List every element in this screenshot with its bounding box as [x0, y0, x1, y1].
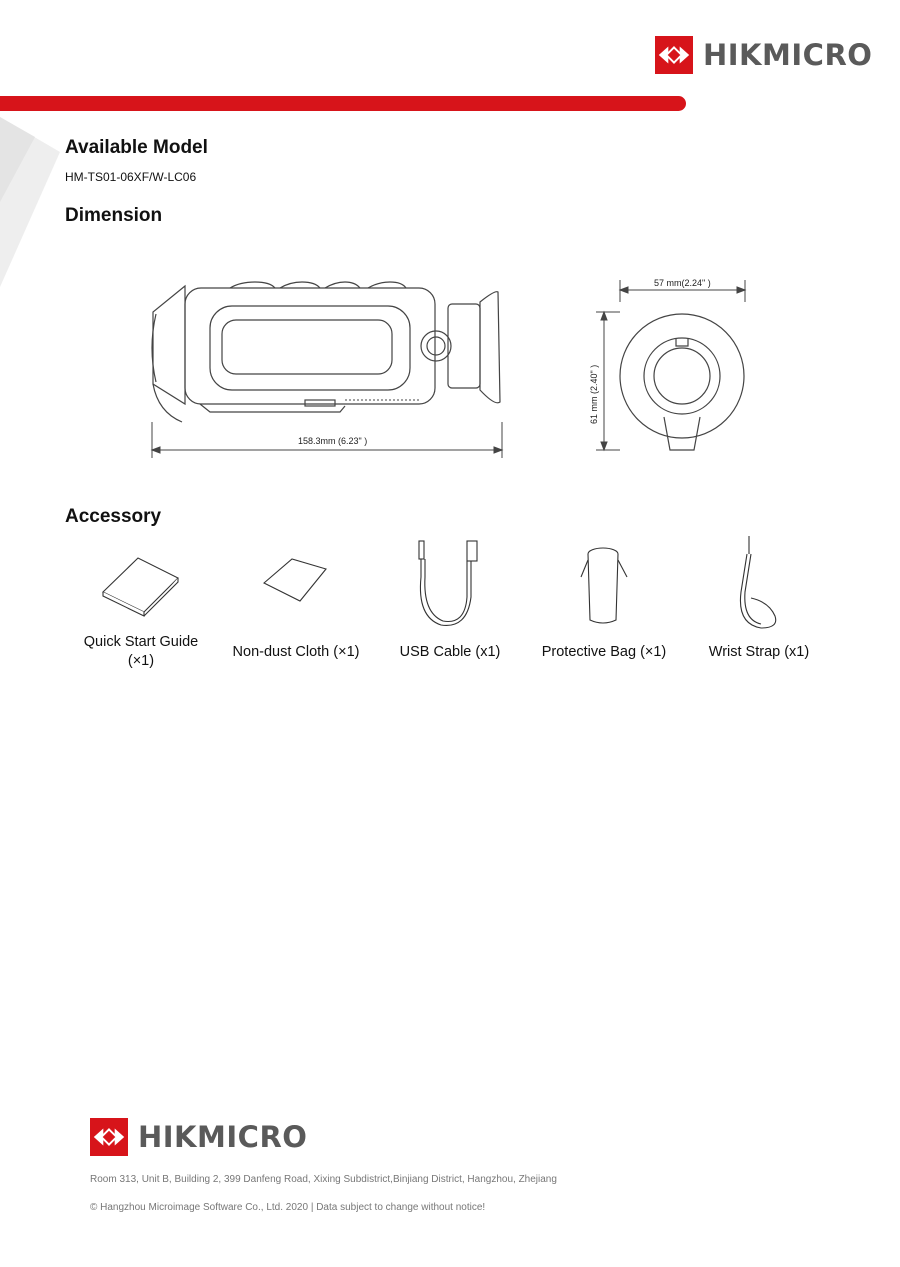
model-number: HM-TS01-06XF/W-LC06: [65, 170, 197, 184]
header-red-bar: [0, 96, 686, 111]
side-view-drawing: [140, 272, 520, 464]
accessory-title: Accessory: [65, 506, 162, 527]
accessory-label-quick-start-guide: [70, 633, 212, 671]
cloth-icon: [262, 555, 328, 605]
header-logo: [655, 36, 872, 74]
footer-logo: [90, 1118, 307, 1156]
front-view-drawing: [580, 272, 760, 458]
wrist-strap-icon: [725, 532, 785, 632]
accessory-label-usb-cable: USB Cable (x1): [399, 644, 501, 660]
width-dimension-label: 57 mm(2.24" ): [654, 278, 711, 288]
length-dimension-label: 158.3mm (6.23" ): [298, 436, 368, 446]
usb-cable-icon: [405, 537, 485, 632]
hikmicro-logo-icon: [655, 36, 693, 74]
footer-address: Room 313, Unit B, Building 2, 399 Danfeng Road, Xixing Subdistrict,Binjiang District, Hangzhou, Zhejiang: [90, 1174, 557, 1185]
accessory-label-line2: (×1): [127, 653, 155, 669]
accessory-label-cloth: Non-dust Cloth (×1): [232, 644, 360, 660]
footer-copyright: © Hangzhou Microimage Software Co., Ltd. 2020 | Data subject to change without notice!: [90, 1202, 486, 1213]
accessory-label-wrist-strap: Wrist Strap (x1): [708, 644, 810, 660]
header-brand-text: HIKMICRO: [703, 38, 873, 72]
decorative-shape-icon: [0, 112, 70, 292]
accessory-label-protective-bag: Protective Bag (×1): [541, 644, 667, 660]
footer-brand-text: HIKMICRO: [138, 1120, 308, 1154]
accessory-label-line1: Quick Start Guide: [83, 634, 199, 650]
available-model-title: Available Model: [65, 137, 208, 158]
dimension-title: Dimension: [65, 205, 163, 226]
footer-hikmicro-logo-icon: [90, 1118, 128, 1156]
booklet-icon: [100, 550, 180, 620]
height-dimension-label: 61 mm (2.40" ): [589, 364, 599, 424]
bag-icon: [575, 542, 635, 627]
